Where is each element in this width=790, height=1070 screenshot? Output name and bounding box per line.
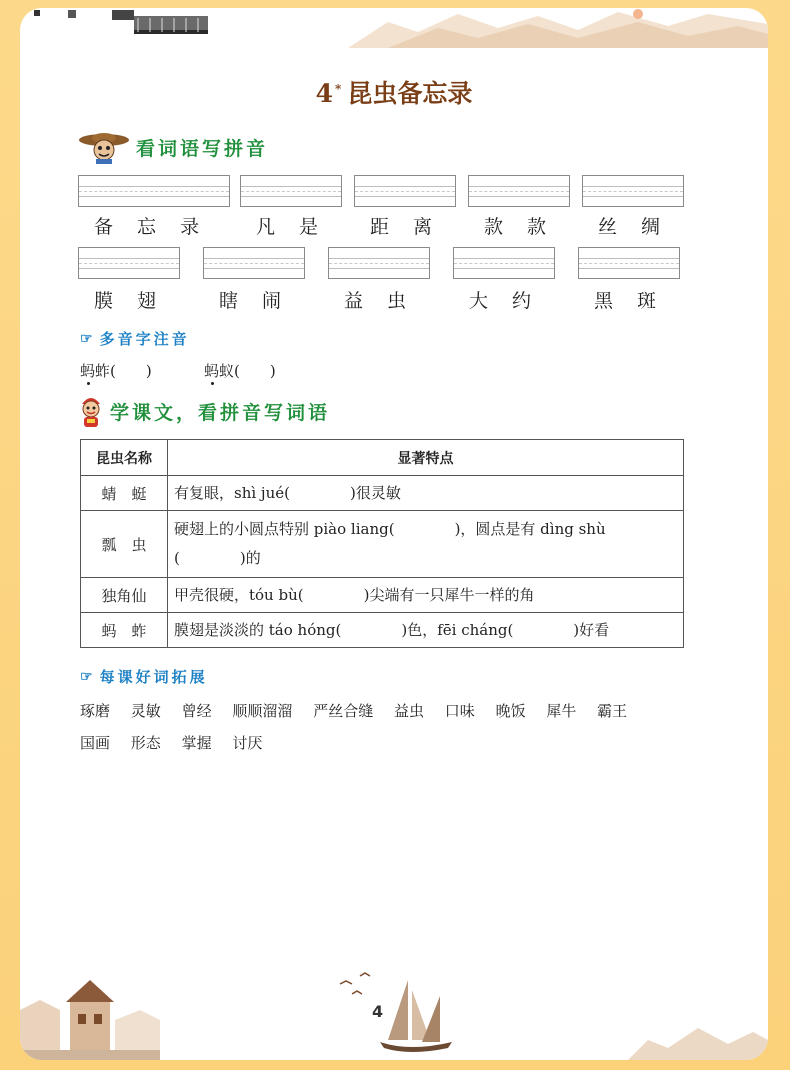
insect-desc[interactable]: 甲壳很硬，tóu bù( )尖端有一只犀牛一样的角 [168,578,684,613]
vocab-line-1 [80,700,643,721]
insect-name: 瓢 虫 [81,511,168,578]
vocab-word: 琢磨 [80,702,111,720]
insect-desc-line: 硬翅上的小圆点特别 piào liang( )，圆点是有 dìng shù [174,520,606,538]
insect-desc[interactable] [168,511,684,578]
vocab-word: 国画 [80,734,111,752]
pinyin-box-9[interactable] [453,247,555,279]
vocab-word: 曾经 [181,702,212,720]
lesson-title [20,74,768,110]
pinyin-box-3[interactable] [354,175,456,207]
pinyin-box-7[interactable] [203,247,305,279]
lesson-number: 4 [315,79,334,108]
mountain-decoration-icon [348,8,768,48]
pinyin-box-8[interactable] [328,247,430,279]
vocab-word: 犀牛 [546,702,577,720]
table-row [81,613,684,648]
pinyin-box-6[interactable] [78,247,180,279]
page-number: 4 [372,1002,384,1021]
section-table-heading [78,394,330,428]
hills-decoration-icon [628,1010,768,1060]
vocab-word: 口味 [444,702,475,720]
vocab-word: 形态 [130,734,161,752]
insect-name: 独角仙 [81,578,168,613]
word-6: 膜 翅 [94,290,157,312]
vocab-word: 掌握 [181,734,212,752]
pointing-hand-icon: ☞ [80,668,96,685]
word-7: 瞎 闹 [219,290,282,312]
sailboat-decoration-icon [330,970,480,1060]
table-row [81,578,684,613]
insect-name: 蜻 蜓 [81,476,168,511]
cartoon-character-icon [78,394,104,428]
pointing-hand-icon: ☞ [80,330,96,347]
vocab-word: 严丝合缝 [313,702,374,720]
section-table-title: 学课文，看拼音写词语 [110,401,331,424]
vocab-line-2 [80,732,278,753]
vocab-word: 讨厌 [232,734,263,752]
word-4: 款 款 [484,216,547,238]
insect-features-table [80,439,684,648]
table-header-name: 昆虫名称 [81,440,168,476]
pinyin-box-4[interactable] [468,175,570,207]
vocab-word: 益虫 [393,702,424,720]
emphasis-dot [87,382,90,385]
town-decoration-icon [20,970,160,1060]
vocab-heading-text: 每课好词拓展 [99,668,208,686]
insect-desc[interactable]: 有复眼，shì jué( )很灵敏 [168,476,684,511]
vocab-heading [80,666,208,687]
pinyin-box-10[interactable] [578,247,680,279]
polyphone-heading [80,328,190,349]
table-header-features: 显著特点 [168,440,684,476]
pinyin-box-5[interactable] [582,175,684,207]
vocab-word: 晚饭 [495,702,526,720]
word-1: 备 忘 录 [94,216,200,238]
word-2: 凡 是 [256,216,319,238]
vocab-word: 顺顺溜溜 [232,702,293,720]
emphasis-dot [211,382,214,385]
building-decoration-icon [34,8,224,42]
word-8: 益 虫 [344,290,407,312]
insect-desc[interactable]: 膜翅是淡淡的 táo hóng( )色，fēi cháng( )好看 [168,613,684,648]
cartoon-hat-icon [78,130,130,164]
lesson-mark: * [335,81,342,96]
polyphone-heading-text: 多音字注音 [99,330,190,348]
insect-name: 蚂 蚱 [81,613,168,648]
word-3: 距 离 [370,216,433,238]
section-pinyin-title: 看词语写拼音 [136,137,269,160]
word-5: 丝 绸 [598,216,661,238]
pinyin-box-1[interactable] [78,175,230,207]
lesson-title-text: 昆虫备忘录 [347,79,473,108]
vocab-word: 霸王 [597,702,628,720]
table-row [81,476,684,511]
vocab-word: 灵敏 [130,702,161,720]
insect-desc-line: ( )的 [174,549,261,567]
table-row [81,511,684,578]
word-9: 大 约 [469,290,532,312]
section-pinyin-heading [78,130,268,164]
polyphone-item-1: 蚂蚱( ) [80,362,152,380]
worksheet-page [20,8,768,1060]
pinyin-box-2[interactable] [240,175,342,207]
word-10: 黑 斑 [594,290,657,312]
polyphone-item-2: 蚂蚁( ) [204,362,276,380]
